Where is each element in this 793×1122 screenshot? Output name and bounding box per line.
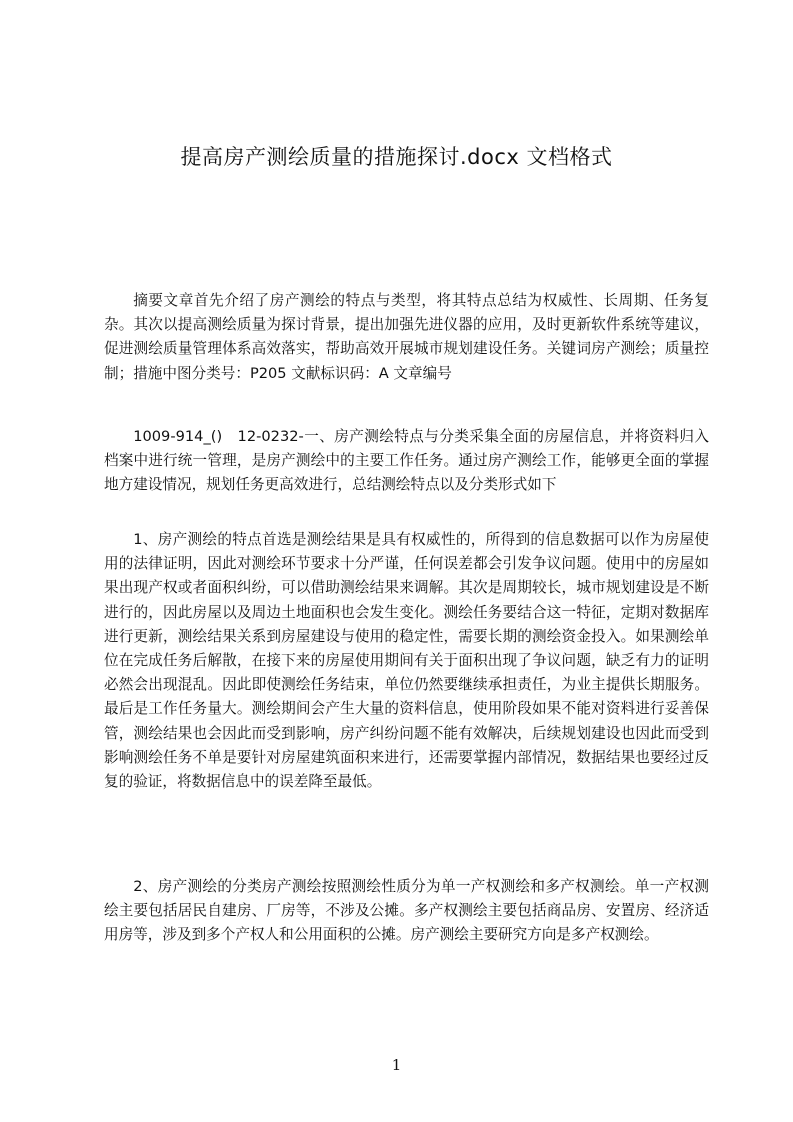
document-title: 提高房产测绘质量的措施探讨.docx 文档格式 (180, 145, 613, 169)
characteristics-paragraph: 1、房产测绘的特点首选是测绘结果是具有权威性的，所得到的信息数据可以作为房屋使用的法律证明，因此对测绘环节要求十分严谨，任何误差都会引发争议问题。使用中的房屋如果出现产权或者面积纠纷，可以借助测绘结果来调解。其次是周期较长，城市规划建设是不断进行的，因此房屋以及周边土地面积也会发生变化。测绘任务要结合这一特征，定期对数据库进行更新，测绘结果关系到房屋建设与使用的稳定性，需要长期的测绘资金投入。如果测绘单位在完成任务后解散，在接下来的房屋使用期间有关于面积出现了争议问题，缺乏有力的证明必然会出现混乱。因此即使测绘任务结束，单位仍然要继续承担责任，为业主提供长期服务。最后是工作任务量大。测绘期间会产生大量的资料信息，使用阶段如果不能对资料进行妥善保管，测绘结果也会因此而受到影响，房产纠纷问题不能有效解决，后续规划建设也因此而受到影响测绘任务不单是要针对房屋建筑面积来进行，还需要掌握内部情况，数据结果也要经过反复的验证，将数据信息中的误差降至最低。 (104, 531, 709, 791)
page-number: 1 (391, 1056, 402, 1074)
intro-paragraph: 1009-914_() 12-0232-一、房产测绘特点与分类采集全面的房屋信息，并将资料归入档案中进行统一管理，是房产测绘中的主要工作任务。通过房产测绘工作，能够更全面的掌握地方建设情况，规划任务更高效进行，总结测绘特点以及分类形式如下 (104, 428, 709, 494)
classification-paragraph: 2、房产测绘的分类房产测绘按照测绘性质分为单一产权测绘和多产权测绘。单一产权测绘主要包括居民自建房、厂房等，不涉及公摊。多产权测绘主要包括商品房、安置房、经济适用房等，涉及到多个产权人和公用面积的公摊。房产测绘主要研究方向是多产权测绘。 (104, 878, 709, 944)
abstract-paragraph: 摘要文章首先介绍了房产测绘的特点与类型，将其特点总结为权威性、长周期、任务复杂。其次以提高测绘质量为探讨背景，提出加强先进仪器的应用，及时更新软件系统等建议，促进测绘质量管理体系高效落实，帮助高效开展城市规划建设任务。关键词房产测绘；质量控制；措施中图分类号：P205 文献标识码：A 文章编号 (104, 292, 709, 382)
